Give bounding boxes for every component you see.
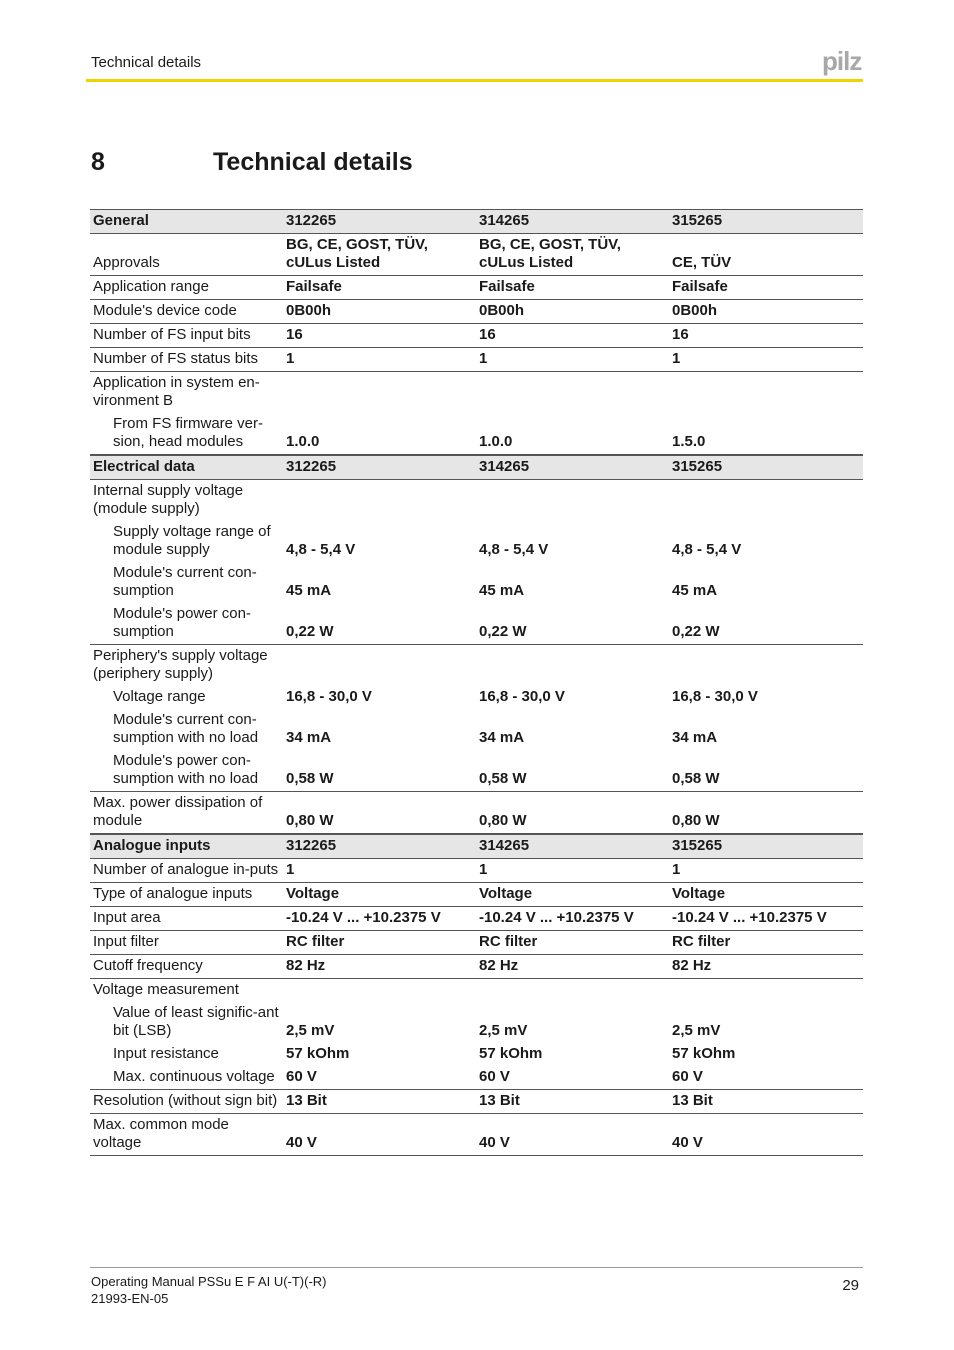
row-label: Approvals — [93, 254, 160, 271]
row-value — [669, 979, 863, 1002]
row-value: 314265 — [479, 458, 530, 475]
header-rule — [86, 79, 863, 82]
row-value: 57 kOhm — [479, 1045, 543, 1062]
row-label: Module's power con-sumption — [113, 605, 251, 640]
row-value: 16 — [672, 326, 689, 343]
table-row — [90, 931, 863, 955]
table-row — [90, 413, 863, 455]
row-value: 0,22 W — [286, 623, 334, 640]
table-row — [90, 348, 863, 372]
table-row — [90, 521, 863, 562]
row-label: Analogue inputs — [93, 837, 211, 854]
row-value: 34 mA — [286, 729, 332, 746]
row-value: 2,5 mV — [479, 1022, 528, 1039]
row-value: 82 Hz — [286, 957, 326, 974]
table-row — [90, 1043, 863, 1066]
table-row — [90, 792, 863, 834]
row-value: 315265 — [672, 458, 723, 475]
table-row — [90, 480, 863, 521]
row-label: From FS firmware ver-sion, head modules — [113, 415, 263, 450]
row-value: 16 — [479, 326, 496, 343]
row-value: -10.24 V ... +10.2375 V — [286, 909, 441, 926]
row-value: 1 — [286, 350, 295, 367]
row-value: Failsafe — [479, 278, 535, 295]
row-label: Module's current con-sumption with no load — [113, 711, 259, 746]
table-row — [90, 709, 863, 750]
table-row — [90, 324, 863, 348]
table-row — [90, 1066, 863, 1090]
row-value: 82 Hz — [479, 957, 519, 974]
row-label: Voltage range — [113, 688, 206, 705]
row-value: 16,8 - 30,0 V — [672, 688, 758, 705]
technical-data-table — [90, 209, 863, 1156]
row-value: RC filter — [672, 933, 731, 950]
row-value: Voltage — [286, 885, 340, 902]
row-value: 0B00h — [286, 302, 332, 319]
row-value — [476, 372, 669, 413]
pilz-logo-text: pilz — [822, 50, 862, 76]
footer-document-info — [91, 1273, 327, 1307]
row-label: General — [93, 212, 149, 229]
table-row — [90, 234, 863, 276]
row-value: 1 — [479, 861, 488, 878]
row-value: RC filter — [286, 933, 345, 950]
table-row — [90, 859, 863, 883]
row-value: 314265 — [479, 212, 530, 229]
footer-doc-number: 21993-EN-05 — [91, 1291, 169, 1306]
table-row — [90, 883, 863, 907]
row-label: Input resistance — [113, 1045, 219, 1062]
row-label: Periphery's supply voltage (periphery supply) — [93, 647, 268, 682]
row-value: 1.0.0 — [286, 433, 320, 450]
table-row — [90, 686, 863, 709]
row-value: 0,22 W — [479, 623, 527, 640]
row-label: Type of analogue inputs — [93, 885, 253, 902]
row-value: 1 — [286, 861, 295, 878]
row-value: 4,8 - 5,4 V — [672, 541, 742, 558]
row-value: 60 V — [672, 1068, 703, 1085]
row-value: -10.24 V ... +10.2375 V — [479, 909, 634, 926]
row-value: 0,80 W — [672, 812, 720, 829]
table-row — [90, 979, 863, 1002]
row-value: 40 V — [286, 1134, 317, 1151]
row-label: Value of least signific-ant bit (LSB) — [113, 1004, 279, 1039]
row-value: 40 V — [479, 1134, 510, 1151]
row-value: Failsafe — [286, 278, 342, 295]
row-value: 13 Bit — [479, 1092, 520, 1109]
row-value: Voltage — [479, 885, 533, 902]
table-row — [90, 372, 863, 413]
row-label: Internal supply voltage (module supply) — [93, 482, 244, 517]
row-value: 16 — [286, 326, 303, 343]
row-value — [476, 979, 669, 1002]
row-label: Application in system en-vironment B — [93, 374, 260, 409]
table-row — [90, 645, 863, 686]
table-row — [90, 1114, 863, 1156]
row-value: 40 V — [672, 1134, 703, 1151]
row-label: Max. common mode voltage — [93, 1116, 229, 1151]
table-row — [90, 1090, 863, 1114]
table-row — [90, 907, 863, 931]
table-row — [90, 562, 863, 603]
row-value: 57 kOhm — [286, 1045, 350, 1062]
row-label: Supply voltage range of module supply — [113, 523, 271, 558]
row-value: 60 V — [286, 1068, 317, 1085]
row-value: 45 mA — [286, 582, 332, 599]
row-value: 1.5.0 — [672, 433, 706, 450]
row-value: 57 kOhm — [672, 1045, 736, 1062]
row-value: 4,8 - 5,4 V — [479, 541, 549, 558]
chapter-number: 8 — [91, 148, 105, 176]
table-section-header — [90, 455, 863, 480]
row-value: 13 Bit — [672, 1092, 713, 1109]
row-value: 312265 — [286, 837, 337, 854]
row-label: Number of analogue in-puts — [93, 861, 279, 878]
row-value — [283, 645, 476, 686]
row-value — [283, 372, 476, 413]
row-value: 0,58 W — [479, 770, 527, 787]
row-value: 34 mA — [479, 729, 525, 746]
row-value: CE, TÜV — [672, 254, 732, 271]
row-label: Electrical data — [93, 458, 195, 475]
row-value: 0B00h — [672, 302, 718, 319]
row-label: Resolution (without sign bit) — [93, 1092, 278, 1109]
running-header-title: Technical details — [91, 54, 202, 71]
row-value: 315265 — [672, 212, 723, 229]
row-value: 1 — [672, 350, 681, 367]
row-value — [669, 480, 863, 521]
page-number: 29 — [842, 1277, 859, 1294]
row-label: Module's power con-sumption with no load — [113, 752, 259, 787]
row-value: 13 Bit — [286, 1092, 327, 1109]
row-value: 60 V — [479, 1068, 510, 1085]
pilz-logo — [822, 50, 864, 81]
row-value — [669, 372, 863, 413]
row-value: Failsafe — [672, 278, 728, 295]
row-value: 314265 — [479, 837, 530, 854]
row-label: Module's device code — [93, 302, 237, 319]
table-row — [90, 750, 863, 792]
row-value: 315265 — [672, 837, 723, 854]
row-value — [669, 645, 863, 686]
row-value: 16,8 - 30,0 V — [479, 688, 565, 705]
row-value — [476, 480, 669, 521]
row-value: 0,80 W — [286, 812, 334, 829]
row-label: Input filter — [93, 933, 159, 950]
row-value: 0,22 W — [672, 623, 720, 640]
row-label: Input area — [93, 909, 161, 926]
row-value: 1.0.0 — [479, 433, 513, 450]
row-value: 2,5 mV — [286, 1022, 335, 1039]
row-value: 16,8 - 30,0 V — [286, 688, 372, 705]
table-section-header — [90, 209, 863, 234]
table-row — [90, 300, 863, 324]
row-value: 34 mA — [672, 729, 718, 746]
row-value: 1 — [672, 861, 681, 878]
row-value: -10.24 V ... +10.2375 V — [672, 909, 827, 926]
row-value: BG, CE, GOST, TÜV, cULus Listed — [479, 236, 621, 271]
table-row — [90, 603, 863, 645]
row-label: Voltage measurement — [93, 981, 239, 998]
row-label: Max. continuous voltage — [113, 1068, 275, 1085]
row-value — [283, 480, 476, 521]
row-value: 312265 — [286, 212, 337, 229]
row-value: 0B00h — [479, 302, 525, 319]
chapter-title: Technical details — [213, 148, 413, 176]
row-label: Module's current con-sumption — [113, 564, 257, 599]
row-value: 0,58 W — [672, 770, 720, 787]
row-label: Max. power dissipation of module — [93, 794, 263, 829]
table-row — [90, 1002, 863, 1043]
row-value: 45 mA — [672, 582, 718, 599]
row-label: Cutoff frequency — [93, 957, 203, 974]
row-value: 2,5 mV — [672, 1022, 721, 1039]
row-value: 82 Hz — [672, 957, 712, 974]
row-label: Number of FS input bits — [93, 326, 251, 343]
footer-rule — [90, 1267, 863, 1268]
row-value: 4,8 - 5,4 V — [286, 541, 356, 558]
row-value — [476, 645, 669, 686]
row-value: 1 — [479, 350, 488, 367]
table-section-header — [90, 834, 863, 859]
table-row — [90, 955, 863, 979]
row-value — [283, 979, 476, 1002]
row-value: BG, CE, GOST, TÜV, cULus Listed — [286, 236, 428, 271]
row-value: 0,58 W — [286, 770, 334, 787]
row-label: Number of FS status bits — [93, 350, 259, 367]
row-value: 312265 — [286, 458, 337, 475]
row-value: 0,80 W — [479, 812, 527, 829]
row-value: RC filter — [479, 933, 538, 950]
row-value: Voltage — [672, 885, 726, 902]
footer-manual-title: Operating Manual PSSu E F AI U(-T)(-R) — [91, 1274, 327, 1289]
table-row — [90, 276, 863, 300]
row-value: 45 mA — [479, 582, 525, 599]
row-label: Application range — [93, 278, 209, 295]
